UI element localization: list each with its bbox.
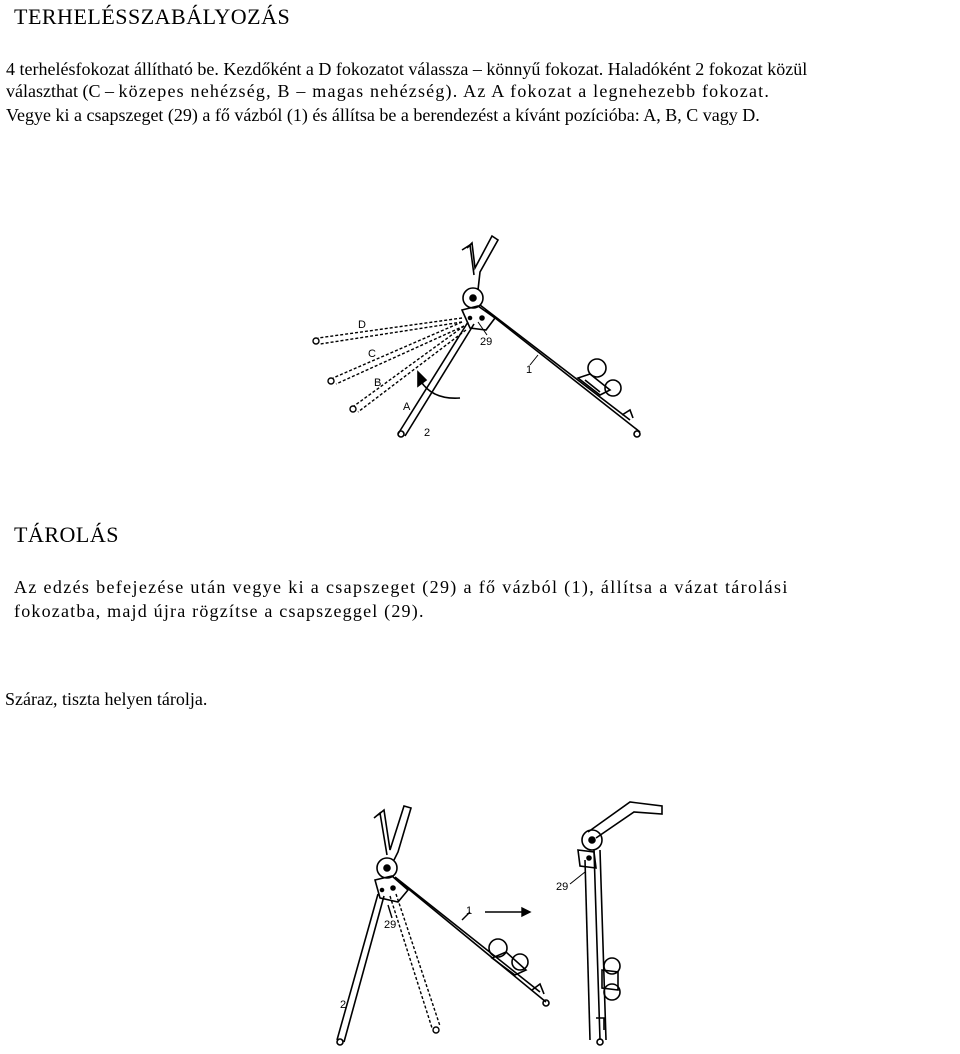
storage-folded-figure bbox=[550, 795, 670, 1054]
load-paragraph-line-3: Vegye ki a csapszeget (29) a fő vázból (1) és állítsa be a berendezést a kívánt pozícióba: A, B, C vagy D. bbox=[6, 105, 760, 125]
label-pin: 29 bbox=[480, 336, 493, 348]
storage-paragraph-line-2: fokozatba, majd újra rögzítse a csapszeggel (29). bbox=[14, 601, 425, 621]
storage-open-figure bbox=[330, 795, 560, 1054]
label-pin: 29 bbox=[556, 881, 569, 893]
label-support: 2 bbox=[340, 999, 347, 1011]
load-paragraph-line-2-start: választhat (C – bbox=[6, 81, 119, 101]
storage-paragraph-line-1: Az edzés befejezése után vegye ki a csapszeget (29) a fő vázból (1), állítsa a vázat tárolási bbox=[14, 577, 789, 597]
storage-note: Száraz, tiszta helyen tárolja. bbox=[5, 689, 208, 709]
label-position-d: D bbox=[358, 319, 366, 331]
load-section-title: TERHELÉSSZABÁLYOZÁS bbox=[14, 4, 291, 29]
load-paragraph-line-2 bbox=[6, 80, 770, 103]
label-position-c: C bbox=[368, 348, 376, 360]
load-paragraph-line-2-rest: közepes nehézség, B – magas nehézség). Az A fokozat a legnehezebb fokozat. bbox=[118, 81, 771, 101]
label-position-a: A bbox=[403, 401, 411, 413]
storage-section-title: TÁROLÁS bbox=[14, 522, 119, 547]
load-paragraph-line-1: 4 terhelésfokozat állítható be. Kezdőként a D fokozatot válassza – könnyű fokozat. Haladóként 2 fokozat közül bbox=[6, 59, 808, 79]
label-main-frame: 1 bbox=[466, 905, 473, 917]
load-positions-figure bbox=[300, 225, 660, 455]
label-pin: 29 bbox=[384, 919, 397, 931]
label-main-frame: 1 bbox=[526, 364, 533, 376]
label-support: 2 bbox=[424, 427, 431, 439]
label-position-b: B bbox=[374, 377, 382, 389]
